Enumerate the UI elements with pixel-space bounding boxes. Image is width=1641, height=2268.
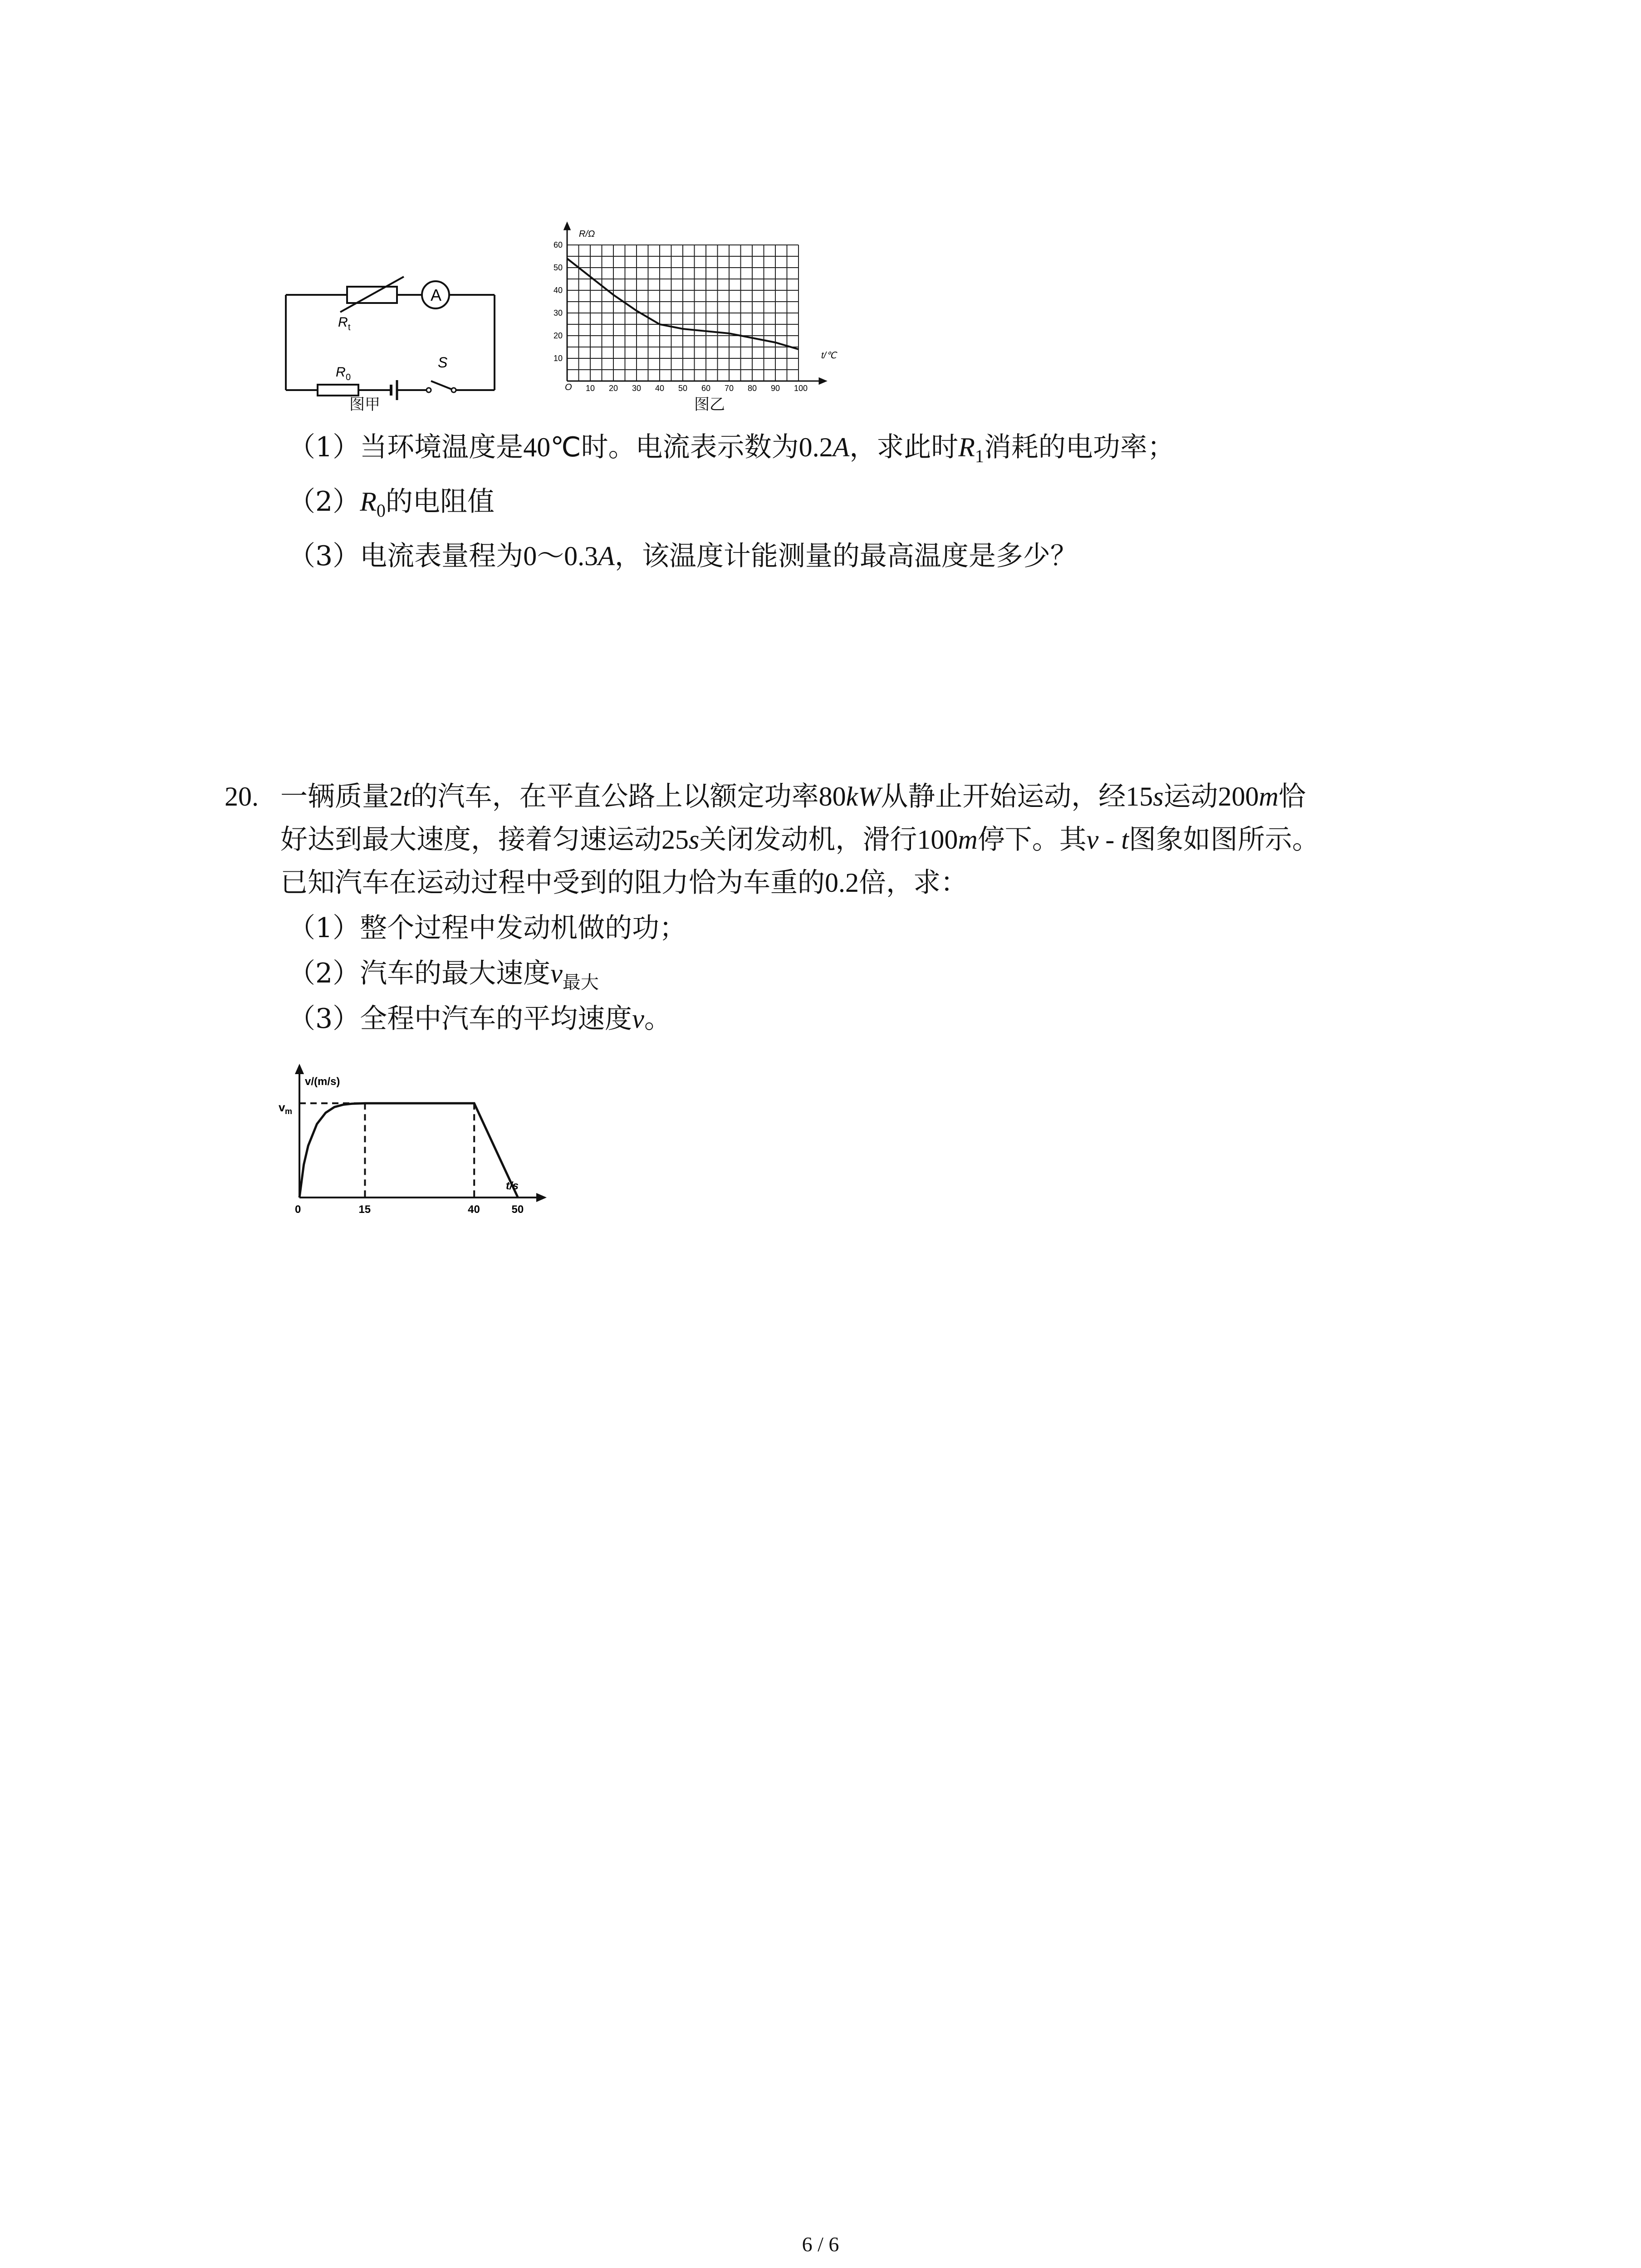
q19-part3-range: 0～0.3 [523,541,598,571]
q20-l1-c: 从静止开始运动，经 [881,781,1126,812]
vt-vm-sub: m [285,1107,293,1116]
q19-part1-r-symbol: R [958,432,975,462]
velocity-time-graph [272,1057,554,1247]
q20-part1: （1）整个过程中发动机做的功； [288,912,687,944]
q20-time2: 25 [661,825,689,855]
q19-part2 [288,485,495,527]
graph-b-origin: O [565,382,572,392]
q20-mass: 2 [389,782,403,811]
q19-part3-prefix: （3）电流表量程为 [288,540,524,572]
graph-b-x-tick-label: 90 [771,384,780,393]
graph-b-x-arrow [819,378,826,384]
q20-v-symbol: v [1086,825,1099,855]
graph-b-x-tick-label: 30 [632,384,642,393]
q20-l2-a: 好达到最大速度，接着匀速运动 [280,824,661,855]
q19-part2-r-symbol: R [360,487,377,517]
q19-part3-unit: A [598,541,615,571]
q20-dist2-unit: m [958,825,978,855]
vt-x-arrow [537,1194,544,1201]
circuit-caption: 图甲 [349,396,380,414]
graph-b-x-tick-label: 80 [748,384,757,393]
q20-l1-a: 一辆质量 [280,781,389,812]
q19-part1 [288,431,1175,473]
q20-time1-unit: s [1153,782,1164,811]
q20-part2-v: v [550,958,563,988]
q19-part2-prefix: （2） [288,486,360,518]
graph-b-grid [567,245,798,381]
q20-dist1: 200 [1218,782,1259,811]
graph-b-x-tick-label: 50 [678,384,688,393]
q20-l1-d: 运动 [1163,781,1218,812]
graph-b-y-tick-label: 10 [554,354,563,363]
vt-x-tick-label: 0 [295,1203,301,1216]
graph-b-y-tick-label: 30 [554,308,563,318]
q20-time1: 15 [1126,782,1153,811]
r1-label: R [338,315,348,330]
graph-b-caption: 图乙 [694,396,725,414]
graph-b-y-tick-label: 60 [554,240,563,249]
graph-b-y-arrow [564,223,570,230]
graph-b-x-tick-label: 100 [794,384,808,393]
q20-l2-b: 关闭发动机，滑行 [699,824,917,855]
graph-b-y-tick-label: 50 [554,263,563,272]
q19-part3-tail: ，该温度计能测量的最高温度是多少？ [614,540,1078,572]
q20-part3 [288,1002,671,1035]
q20-line2 [280,823,1319,856]
graph-b-y-axis-label: R/Ω [579,229,595,239]
q19-part1-tail2: 消耗的电功率； [984,431,1175,463]
vt-x-axis-label: t/s [506,1180,519,1192]
q20-part2 [288,957,599,999]
vt-vm-label: v [279,1100,285,1114]
q20-dist1-unit: m [1259,782,1279,811]
graph-b-y-tick-label: 40 [554,286,563,295]
q19-part1-r-sub: 1 [975,446,984,466]
r1-sub: t [348,323,351,332]
q20-dash: - [1098,825,1122,855]
q20-part2-sub: 最大 [562,972,599,993]
q19-part1-tail1: ，求此时 [849,431,959,463]
q20-l2-d: 图象如图所示。 [1129,824,1319,855]
r0-resistor [318,385,358,396]
vt-x-tick-label: 50 [511,1203,524,1216]
q19-part1-temp: 40℃ [523,432,581,462]
q19-part3 [288,540,1078,572]
q19-part2-tail: 的电阻值 [385,486,495,518]
r0-label: R [336,365,346,380]
vt-curve [299,1103,518,1198]
vt-x-tick-label: 15 [358,1203,371,1216]
q20-line3 [280,866,968,899]
graph-b-x-tick-label: 40 [655,384,665,393]
q19-part2-r-sub: 0 [376,500,386,521]
q19-part1-mid: 时。电流表示数为 [581,431,799,463]
q20-l3-a: 已知汽车在运动过程中受到的阻力恰为车重的 [280,867,825,899]
q19-part1-unit: A [833,432,850,462]
q20-ratio: 0.2 [825,868,859,898]
q20-t-symbol: t [1121,825,1129,855]
q20-l3-b: 倍，求： [859,867,968,899]
q20-l1-b: 的汽车，在平直公路上以额定功率 [410,781,819,812]
ammeter-label: A [431,286,442,304]
graph-b-x-tick-label: 10 [586,384,595,393]
q20-time2-unit: s [689,825,700,855]
graph-b-x-tick-label: 60 [701,384,711,393]
graph-b-y-tick-label: 20 [554,331,563,340]
q20-number: 20. [225,782,259,811]
graph-b-x-axis-label: t/℃ [821,351,837,361]
vt-y-arrow [296,1066,303,1073]
vt-y-axis-label: v/(m/s) [305,1075,340,1088]
switch-label: S [438,354,448,371]
resistance-temperature-graph [535,213,853,404]
r0-sub: 0 [346,372,351,382]
graph-b-x-tick-label: 70 [725,384,734,393]
q20-l2-c: 停下。其 [977,824,1087,855]
page-number: 6 / 6 [802,2233,839,2256]
vt-x-tick-label: 40 [468,1203,480,1216]
q20-line1 [280,780,1306,813]
q20-mass-unit: t [403,782,411,811]
q20-part3-tail: 。 [644,1003,671,1035]
q20-part2-prefix: （2）汽车的最大速度 [288,958,551,989]
circuit-diagram [272,259,508,413]
graph-b-x-tick-label: 20 [609,384,618,393]
q20-part3-v: v [632,1004,644,1034]
q20-power-unit: kW [846,782,881,811]
q19-part1-prefix: （1）当环境温度是 [288,431,524,463]
q20-part3-prefix: （3）全程中汽车的平均速度 [288,1003,632,1035]
q20-dist2: 100 [917,825,958,855]
q20-l1-e: 恰 [1279,781,1306,812]
q20-power: 80 [818,782,846,811]
q19-part1-current: 0.2 [798,432,833,462]
